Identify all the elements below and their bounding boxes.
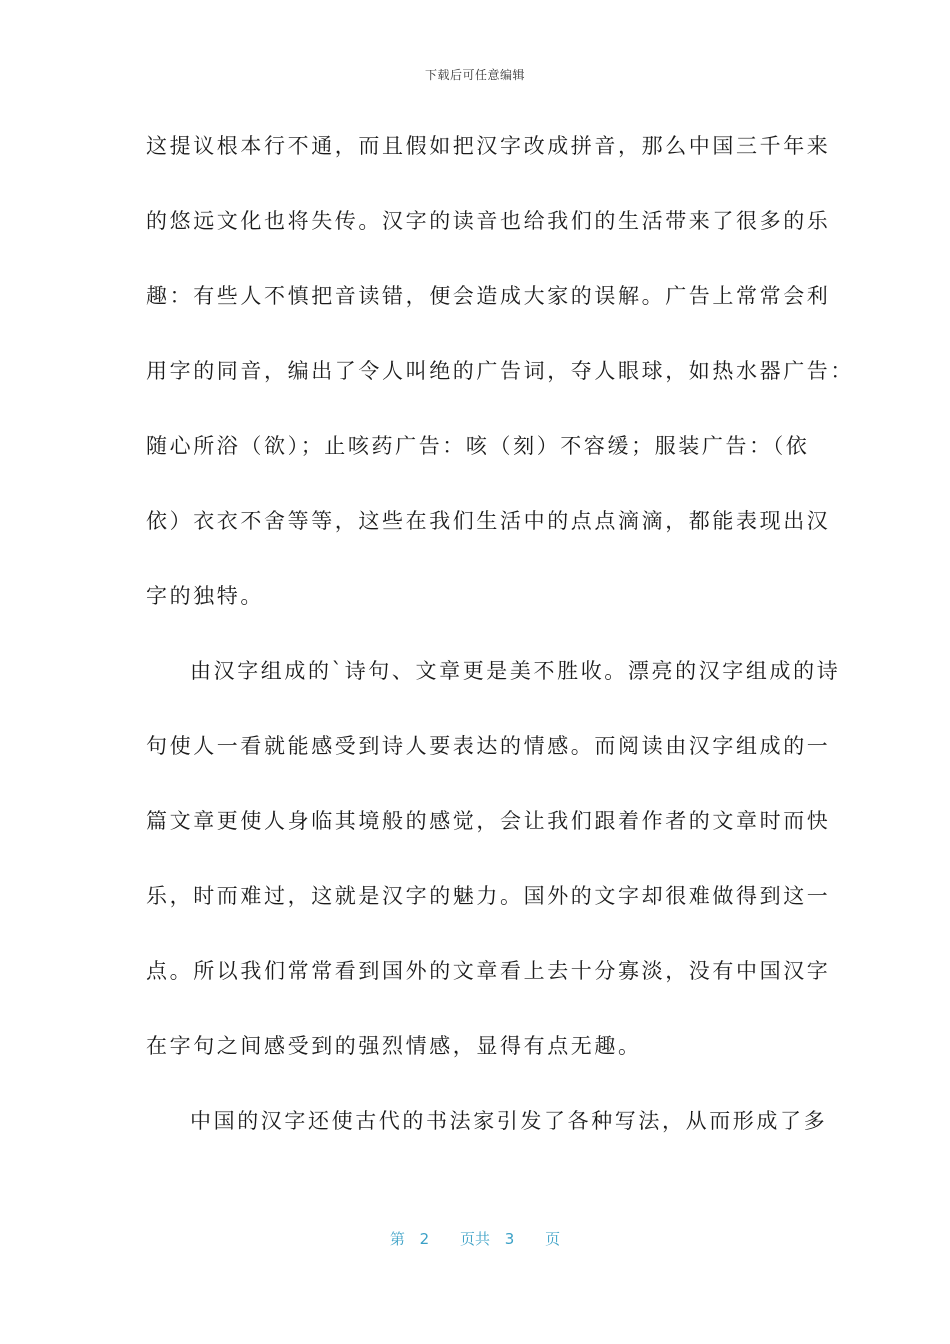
text-line: 的悠远文化也将失传。汉字的读音也给我们的生活带来了很多的乐 bbox=[146, 209, 831, 233]
footer-total-pages: 3 bbox=[504, 1230, 515, 1248]
text-line: 句使人一看就能感受到诗人要表达的情感。而阅读由汉字组成的一 bbox=[146, 734, 831, 758]
paragraph-first-line: 中国的汉字还使古代的书法家引发了各种写法，从而形成了多 bbox=[190, 1109, 828, 1133]
footer-ye: 页 bbox=[545, 1230, 561, 1248]
page-footer bbox=[0, 1228, 950, 1249]
text-line: 篇文章更使人身临其境般的感觉，会让我们跟着作者的文章时而快 bbox=[146, 809, 831, 833]
footer-current-page: 2 bbox=[419, 1230, 430, 1248]
text-line: 这提议根本行不通，而且假如把汉字改成拼音，那么中国三千年来 bbox=[146, 134, 831, 158]
text-line: 乐，时而难过，这就是汉字的魅力。国外的文字却很难做得到这一 bbox=[146, 884, 831, 908]
footer-ye-gong: 页共 bbox=[459, 1230, 490, 1248]
text-line: 随心所浴（欲）；止咳药广告：咳（刻）不容缓；服装广告：（依 bbox=[146, 434, 810, 458]
text-line: 用字的同音，编出了令人叫绝的广告词，夺人眼球，如热水器广告： bbox=[146, 359, 854, 383]
text-line: 在字句之间感受到的强烈情感，显得有点无趣。 bbox=[146, 1034, 642, 1058]
text-line: 点。所以我们常常看到国外的文章看上去十分寡淡，没有中国汉字 bbox=[146, 959, 831, 983]
footer-di: 第 bbox=[389, 1230, 405, 1248]
text-line: 趣：有些人不慎把音读错，便会造成大家的误解。广告上常常会利 bbox=[146, 284, 831, 308]
text-line: 依）衣衣不舍等等，这些在我们生活中的点点滴滴，都能表现出汉 bbox=[146, 509, 831, 533]
paragraph-first-line: 由汉字组成的`诗句、文章更是美不胜收。漂亮的汉字组成的诗 bbox=[190, 659, 841, 683]
page-header: 下载后可任意编辑 bbox=[424, 68, 525, 82]
text-line: 字的独特。 bbox=[146, 584, 264, 608]
